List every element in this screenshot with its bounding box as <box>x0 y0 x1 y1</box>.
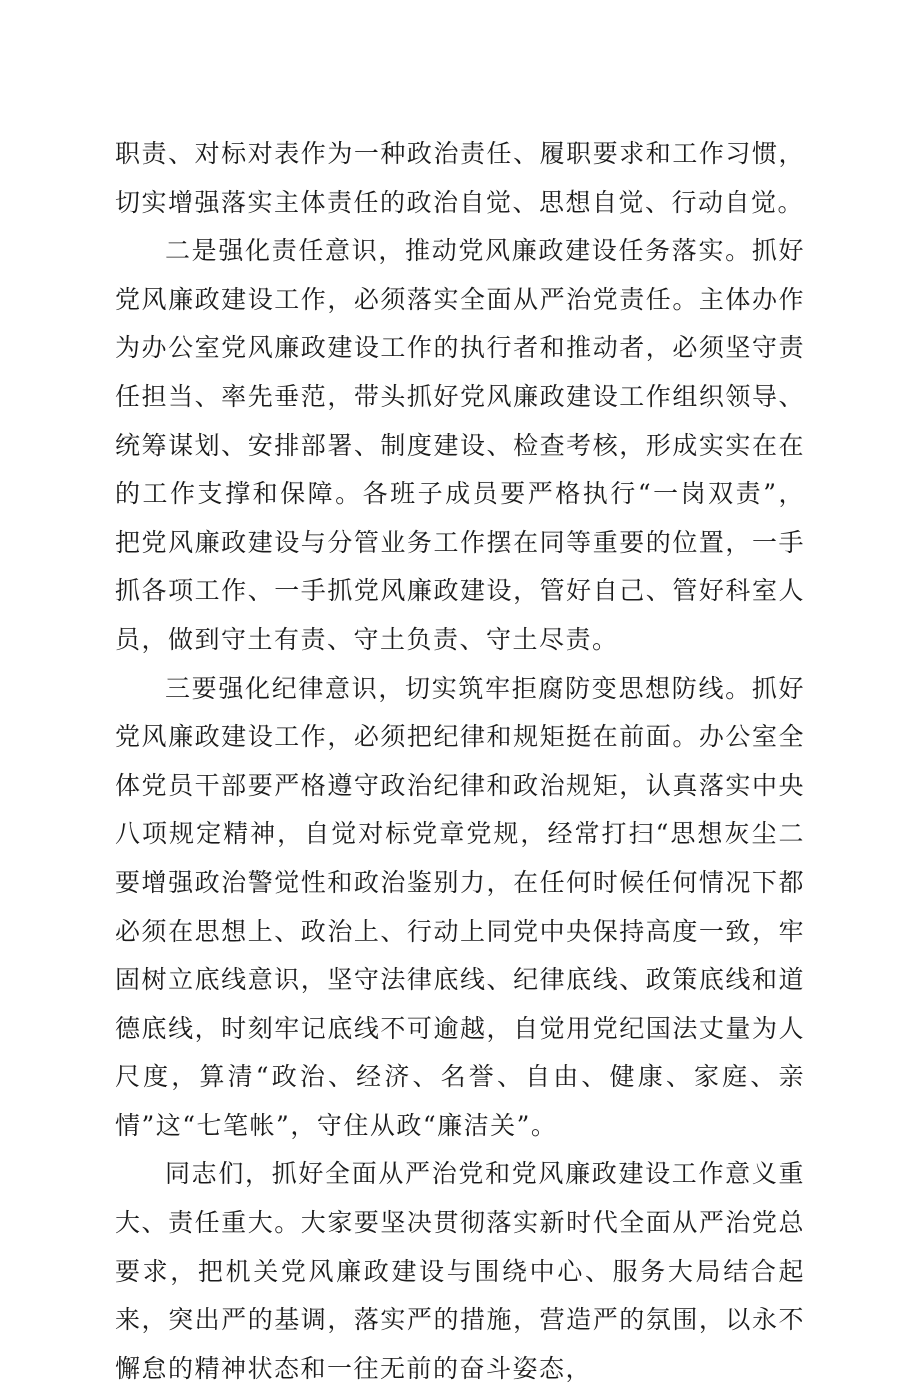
paragraph-2: 二是强化责任意识，推动党风廉政建设任务落实。抓好党风廉政建设工作，必须落实全面从严治党责任。主体办作为办公室党风廉政建设工作的执行者和推动者，必须坚守责任担当、率先垂范，带头抓好党风廉政建设工作组织领导、统筹谋划、安排部署、制度建设、检查考核，形成实实在在的工作支撑和保障。各班子成员要严格执行“一岗双责”，把党风廉政建设与分管业务工作摆在同等重要的位置，一手抓各项工作、一手抓党风廉政建设，管好自己、管好科室人员，做到守土有责、守土负责、守土尽责。 <box>115 236 805 654</box>
paragraph-4: 同志们，抓好全面从严治党和党风廉政建设工作意义重大、责任重大。大家要坚决贯彻落实新时代全面从严治党总要求，把机关党风廉政建设与围绕中心、服务大局结合起来，突出严的基调，落实严的措施，营造严的氛围，以永不懈怠的精神状态和一往无前的奋斗姿态， <box>115 1159 805 1383</box>
paragraph-1: 职责、对标对表作为一种政治责任、履职要求和工作习惯，切实增强落实主体责任的政治自觉、思想自觉、行动自觉。 <box>115 139 805 217</box>
document-body <box>115 130 805 1393</box>
paragraph-3: 三要强化纪律意识，切实筑牢拒腐防变思想防线。抓好党风廉政建设工作，必须把纪律和规矩挺在前面。办公室全体党员干部要严格遵守政治纪律和政治规矩，认真落实中央八项规定精神，自觉对标党章党规，经常打扫“思想灰尘二要增强政治警觉性和政治鉴别力，在任何时候任何情况下都必须在思想上、政治上、行动上同党中央保持高度一致，牢固树立底线意识，坚守法律底线、纪律底线、政策底线和道德底线，时刻牢记底线不可逾越，自觉用党纪国法丈量为人尺度，算清“政治、经济、名誉、自由、健康、家庭、亲情”这“七笔帐”，守住从政“廉洁关”。 <box>115 673 805 1140</box>
